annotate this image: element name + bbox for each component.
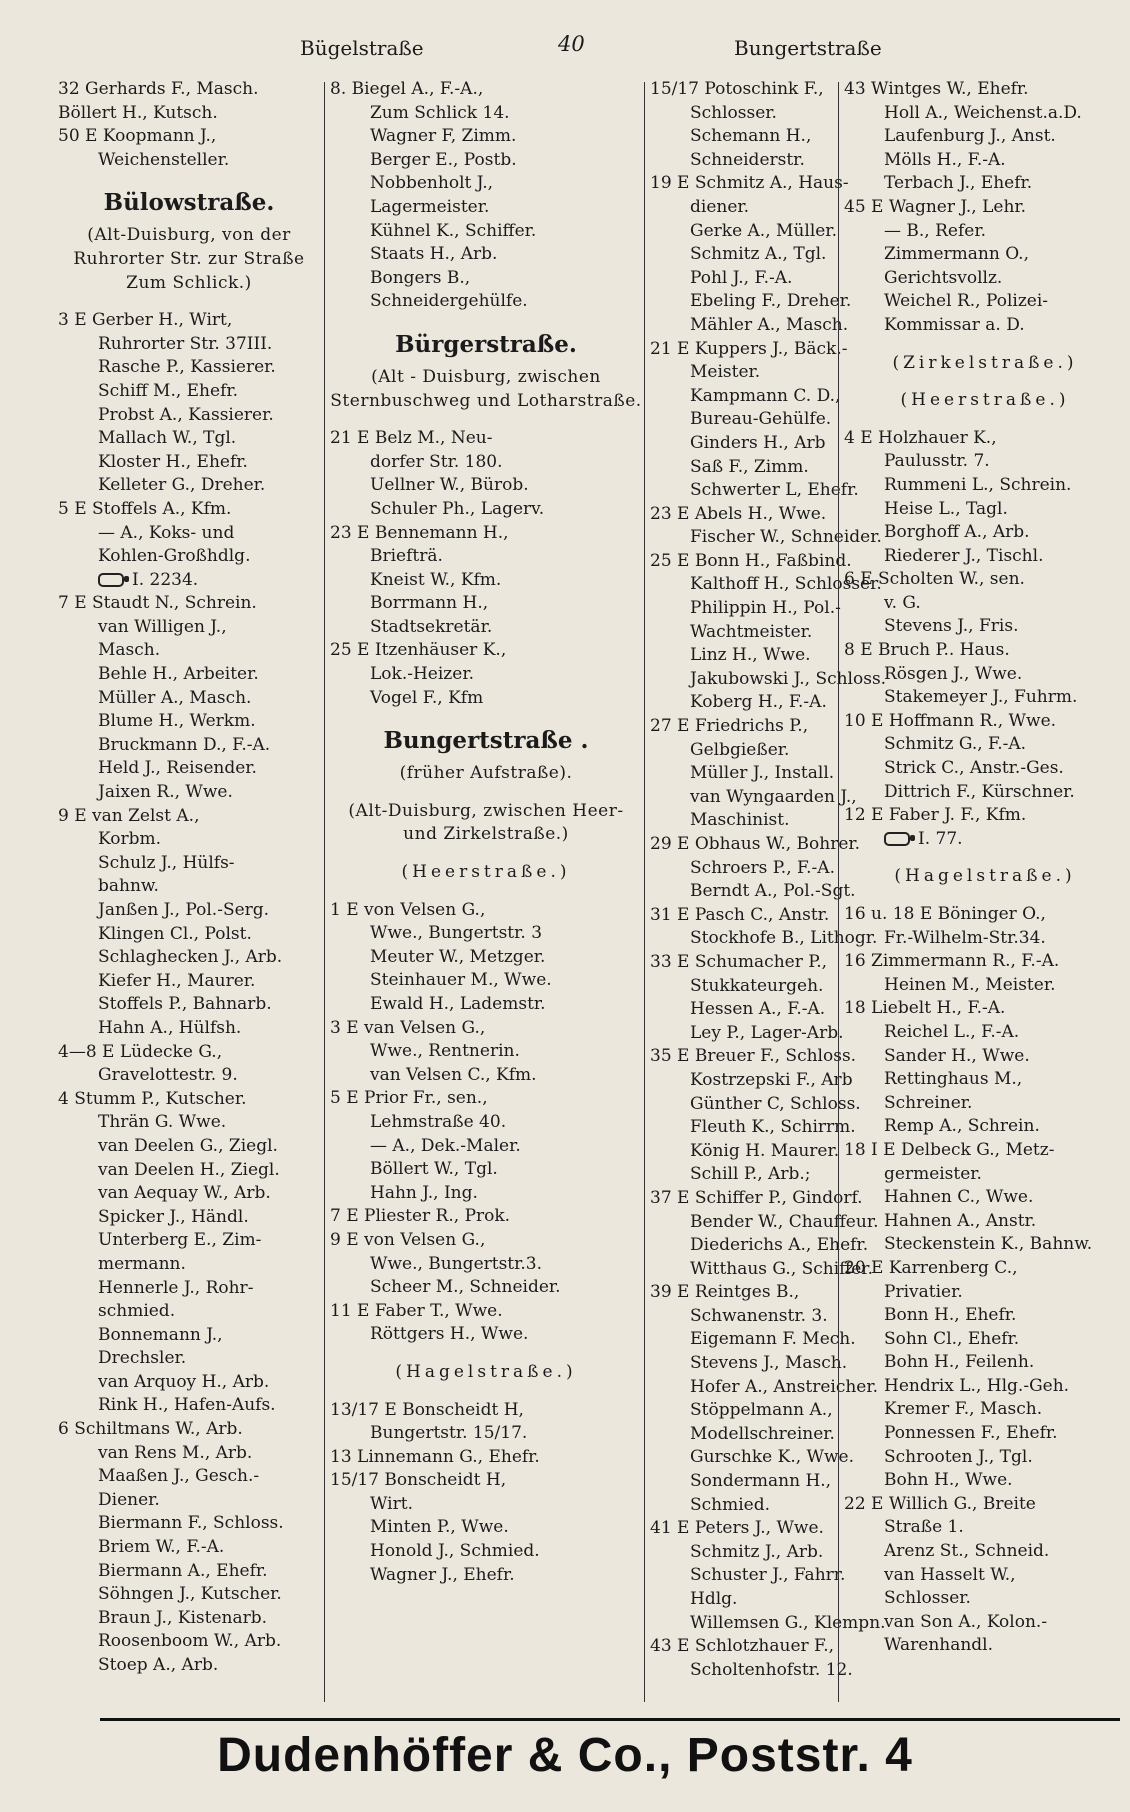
- directory-entry: 23 E Bennemann H.,: [330, 522, 509, 543]
- column-divider: [838, 82, 839, 1702]
- directory-entry: Hahn J., Ing.: [370, 1182, 478, 1203]
- directory-entry: Modellschreiner.: [690, 1423, 835, 1444]
- directory-entry: Kalthoff H., Schlosser.: [690, 574, 882, 595]
- spacer: [330, 413, 642, 427]
- directory-entry: Terbach J., Ehefr.: [884, 173, 1033, 194]
- directory-entry: Honold J., Schmied.: [370, 1541, 540, 1562]
- directory-entry: Hendrix L., Hlg.-Geh.: [884, 1375, 1070, 1396]
- directory-entry: 5 E Stoffels A., Kfm.: [58, 498, 232, 519]
- directory-entry: 50 E Koopmann J.,: [58, 126, 217, 147]
- directory-entry: Diederichs A., Ehefr.: [690, 1235, 869, 1256]
- spacer: [330, 1347, 642, 1361]
- directory-entry: Hahnen C., Wwe.: [884, 1187, 1034, 1208]
- directory-entry: König H. Maurer.: [690, 1140, 840, 1161]
- directory-entry: schmied.: [98, 1301, 176, 1322]
- directory-entry: Probst A., Kassierer.: [98, 404, 274, 425]
- directory-entry: Roosenboom W., Arb.: [98, 1631, 282, 1652]
- directory-entry: Bungertstr. 15/17.: [370, 1423, 528, 1444]
- directory-entry: 37 E Schiffer P., Gindorf.: [650, 1187, 863, 1208]
- header-left-street: Bügelstraße: [300, 36, 424, 60]
- directory-entry: Blume H., Werkm.: [98, 711, 256, 732]
- street-heading: Bülowstraße.: [103, 189, 275, 217]
- directory-entry: van Son A., Kolon.-: [884, 1611, 1048, 1632]
- directory-entry: Saß F., Zimm.: [690, 456, 809, 477]
- spacer: [844, 375, 1126, 389]
- directory-entry: Wwe., Bungertstr.3.: [370, 1253, 543, 1274]
- directory-entry: Meister.: [690, 362, 761, 383]
- directory-entry: Stakemeyer J., Fuhrm.: [884, 687, 1078, 708]
- directory-entry: Schmied.: [690, 1494, 771, 1515]
- directory-entry: van Hasselt W.,: [884, 1564, 1016, 1585]
- directory-entry: Jakubowski J., Schloss.: [690, 668, 887, 689]
- telephone-icon: [98, 573, 124, 587]
- directory-entry: Holl A., Weichenst.a.D.: [884, 102, 1082, 123]
- directory-entry: Koberg H., F.-A.: [690, 692, 827, 713]
- directory-entry: Schmitz J., Arb.: [690, 1541, 824, 1562]
- directory-entry: Drechsler.: [98, 1348, 187, 1369]
- directory-entry: Remp A., Schrein.: [884, 1116, 1040, 1137]
- directory-entry: 25 E Itzenhäuser K.,: [330, 640, 507, 661]
- directory-entry: Stoffels P., Bahnarb.: [98, 994, 272, 1015]
- directory-entry: 21 E Belz M., Neu-: [330, 428, 493, 449]
- directory-entry: Meuter W., Metzger.: [370, 946, 546, 967]
- directory-entry: Schneidergehülfe.: [370, 291, 528, 312]
- directory-entry: Rink H., Hafen-Aufs.: [98, 1395, 276, 1416]
- directory-entry: Wachtmeister.: [690, 621, 813, 642]
- directory-entry: 9 E von Velsen G.,: [330, 1229, 486, 1250]
- directory-entry: Schwanenstr. 3.: [690, 1305, 828, 1326]
- directory-entry: Riederer J., Tischl.: [884, 545, 1044, 566]
- directory-entry: Ponnessen F., Ehefr.: [884, 1423, 1058, 1444]
- cross-street-marker: (Zirkelstraße.): [892, 352, 1078, 373]
- directory-entry: Wirt.: [370, 1493, 413, 1514]
- spacer: [330, 786, 642, 800]
- directory-entry: mermann.: [98, 1253, 186, 1274]
- directory-entry: 32 Gerhards F., Masch.: [58, 79, 259, 99]
- directory-entry: Kneist W., Kfm.: [370, 569, 502, 590]
- directory-entry: Philippin H., Pol.-: [690, 598, 841, 619]
- directory-entry: Borrmann H.,: [370, 593, 489, 614]
- directory-entry: Kremer F., Masch.: [884, 1399, 1043, 1420]
- directory-entry: Staats H., Arb.: [370, 244, 498, 265]
- directory-entry: Fleuth K., Schirrm.: [690, 1117, 856, 1138]
- directory-entry: 6 E Scholten W., sen.: [844, 569, 1025, 590]
- directory-entry: 8 E Bruch P.. Haus.: [844, 640, 1010, 661]
- directory-entry: Schwerter L, Ehefr.: [690, 480, 859, 501]
- directory-entry: Briefträ.: [370, 546, 443, 567]
- spacer: [844, 889, 1126, 903]
- directory-entry: 16 u. 18 E Böninger O.,: [844, 904, 1046, 924]
- directory-entry: Wagner J., Ehefr.: [370, 1564, 515, 1585]
- directory-entry: Hahn A., Hülfsh.: [98, 1017, 242, 1038]
- directory-entry: Bonnemann J.,: [98, 1324, 223, 1345]
- directory-entry: 9 E van Zelst A.,: [58, 805, 200, 826]
- column-2: [330, 78, 642, 1716]
- directory-columns: [58, 78, 1126, 1716]
- directory-entry: van Deelen H., Ziegl.: [98, 1159, 280, 1180]
- directory-entry: Schuler Ph., Lagerv.: [370, 498, 545, 519]
- directory-entry: Eigemann F. Mech.: [690, 1329, 856, 1350]
- directory-entry: Lok.-Heizer.: [370, 664, 474, 685]
- directory-entry: Linz H., Wwe.: [690, 645, 811, 666]
- cross-street-marker: (Heerstraße.): [900, 390, 1070, 411]
- directory-entry: Minten P., Wwe.: [370, 1517, 509, 1538]
- directory-entry: Bohn H., Wwe.: [884, 1470, 1013, 1491]
- directory-entry: Warenhandl.: [884, 1635, 994, 1656]
- directory-entry: Hennerle J., Rohr-: [98, 1277, 254, 1298]
- directory-entry: 43 E Schlotzhauer F.,: [650, 1636, 835, 1657]
- page-header: [0, 26, 1130, 66]
- street-note: (Alt-Duisburg, von der Ruhrorter Str. zur Straße Zum Schlick.): [73, 225, 305, 293]
- directory-entry: Sohn Cl., Ehefr.: [884, 1328, 1020, 1349]
- directory-entry: 11 E Faber T., Wwe.: [330, 1300, 503, 1321]
- spacer: [844, 851, 1126, 865]
- directory-entry: 1 E von Velsen G.,: [330, 899, 486, 920]
- directory-entry: Rettinghaus M.,: [884, 1069, 1023, 1090]
- street-heading: Bürgerstraße.: [395, 330, 577, 358]
- directory-entry: Schuster J., Fahrr.: [690, 1565, 846, 1586]
- directory-entry: Müller J., Install.: [690, 763, 835, 784]
- spacer: [844, 413, 1126, 427]
- cross-street-marker: (Hagelstraße.): [894, 866, 1076, 887]
- directory-entry: Arenz St., Schneid.: [884, 1541, 1050, 1562]
- directory-entry: van Arquoy H., Arb.: [98, 1371, 270, 1392]
- directory-entry: Steinhauer M., Wwe.: [370, 970, 552, 991]
- directory-entry: Paulusstr. 7.: [884, 451, 990, 472]
- column-divider: [644, 82, 645, 1702]
- directory-entry: Mallach W., Tgl.: [98, 428, 237, 449]
- directory-entry: 27 E Friedrichs P.,: [650, 716, 809, 737]
- directory-entry: van Aequay W., Arb.: [98, 1183, 271, 1204]
- directory-entry: Behle H., Arbeiter.: [98, 664, 259, 685]
- directory-entry: Klingen Cl., Polst.: [98, 923, 252, 944]
- directory-entry: Gelbgießer.: [690, 739, 790, 760]
- telephone-icon: [884, 832, 910, 846]
- directory-entry: Mölls H., F.-A.: [884, 149, 1006, 170]
- directory-entry: 45 E Wagner J., Lehr.: [844, 196, 1027, 217]
- directory-entry: Günther C, Schloss.: [690, 1093, 861, 1114]
- spacer: [330, 885, 642, 899]
- directory-entry: Strick C., Anstr.-Ges.: [884, 758, 1064, 779]
- directory-entry: 13/17 E Bonscheidt H,: [330, 1399, 524, 1420]
- directory-entry: 29 E Obhaus W., Bohrer.: [650, 834, 861, 854]
- street-note: (früher Aufstraße).: [399, 763, 573, 784]
- directory-entry: Stoep A., Arb.: [98, 1655, 219, 1675]
- directory-entry: Rasche P., Kassierer.: [98, 357, 276, 378]
- street-heading: Bungertstraße .: [383, 727, 589, 755]
- directory-entry: Biermann A., Ehefr.: [98, 1560, 268, 1581]
- directory-entry: Kommissar a. D.: [884, 314, 1025, 335]
- directory-entry: Rummeni L., Schrein.: [884, 474, 1072, 495]
- directory-entry: Kiefer H., Maurer.: [98, 970, 256, 991]
- directory-entry: Stockhofe B., Lithogr.: [690, 928, 878, 949]
- footer-advertisement: Dudenhöffer & Co., Poststr. 4: [217, 1729, 913, 1782]
- directory-entry: Scheer M., Schneider.: [370, 1277, 561, 1298]
- directory-entry: bahnw.: [98, 876, 159, 897]
- directory-entry: Scholtenhofstr. 12.: [690, 1659, 853, 1680]
- footer-rule: [100, 1718, 1120, 1721]
- directory-entry: Schlaghecken J., Arb.: [98, 947, 283, 968]
- spacer: [58, 295, 320, 309]
- directory-entry: Schmitz A., Tgl.: [690, 244, 827, 265]
- directory-entry: Gurschke K., Wwe.: [690, 1447, 855, 1468]
- directory-entry: Janßen J., Pol.-Serg.: [98, 900, 270, 920]
- directory-entry: Sondermann H.,: [690, 1471, 832, 1492]
- directory-entry: Biermann F., Schloss.: [98, 1513, 284, 1534]
- directory-entry: Gerichtsvollz.: [884, 267, 1003, 288]
- directory-entry: germeister.: [884, 1163, 982, 1184]
- directory-entry: Diener.: [98, 1489, 160, 1510]
- directory-entry: Ruhrorter Str. 37III.: [98, 333, 273, 354]
- directory-entry: 4—8 E Lüdecke G.,: [58, 1041, 223, 1062]
- directory-entry: 39 E Reintges B.,: [650, 1282, 800, 1303]
- directory-entry: Lagermeister.: [370, 196, 490, 217]
- directory-entry: 5 E Prior Fr., sen.,: [330, 1088, 488, 1109]
- directory-entry: 18 Liebelt H., F.-A.: [844, 998, 1006, 1019]
- directory-entry: Briem W., F.-A.: [98, 1537, 225, 1558]
- directory-entry: Rösgen J., Wwe.: [884, 663, 1023, 684]
- directory-entry: Stöppelmann A.,: [690, 1400, 833, 1421]
- directory-entry: Braun J., Kistenarb.: [98, 1607, 268, 1628]
- directory-entry: Weichensteller.: [98, 149, 230, 170]
- column-divider: [324, 82, 325, 1702]
- directory-entry: 33 E Schumacher P.,: [650, 951, 828, 972]
- directory-entry: Pohl J., F.-A.: [690, 267, 793, 288]
- column-1: [58, 78, 320, 1716]
- directory-entry: 12 E Faber J. F., Kfm.: [844, 805, 1027, 826]
- directory-entry: — A., Koks- und: [98, 522, 235, 543]
- directory-entry: Schulz J., Hülfs-: [98, 852, 235, 873]
- directory-entry: 41 E Peters J., Wwe.: [650, 1518, 824, 1539]
- directory-entry: Thrän G. Wwe.: [98, 1112, 227, 1133]
- directory-entry: Steckenstein K., Bahnw.: [884, 1234, 1093, 1255]
- directory-entry: Fischer W., Schneider.: [690, 527, 882, 548]
- directory-entry: Spicker J., Händl.: [98, 1206, 249, 1227]
- directory-entry: Reichel L., F.-A.: [884, 1021, 1020, 1042]
- directory-entry: Stadtsekretär.: [370, 616, 493, 637]
- directory-entry: 4 E Holzhauer K.,: [844, 427, 997, 448]
- directory-entry: diener.: [690, 196, 750, 217]
- directory-entry: Hdlg.: [690, 1589, 738, 1609]
- directory-entry: Stukkateurgeh.: [690, 975, 824, 996]
- directory-entry: Mähler A., Masch.: [690, 314, 849, 335]
- directory-entry: Bohn H., Feilenh.: [884, 1352, 1035, 1373]
- directory-entry: 7 E Staudt N., Schrein.: [58, 593, 257, 614]
- directory-entry: van Deelen G., Ziegl.: [98, 1135, 278, 1156]
- directory-entry: Stevens J., Fris.: [884, 616, 1019, 637]
- directory-entry: 31 E Pasch C., Anstr.: [650, 904, 830, 925]
- directory-entry: Sander H., Wwe.: [884, 1045, 1030, 1066]
- directory-entry: Heise L., Tagl.: [884, 498, 1008, 519]
- directory-entry: Kelleter G., Dreher.: [98, 475, 266, 496]
- cross-street-marker: (Hagelstraße.): [395, 1361, 577, 1382]
- directory-entry: Korbm.: [98, 829, 162, 850]
- directory-entry: 35 E Breuer F., Schloss.: [650, 1046, 857, 1067]
- directory-entry: Privatier.: [884, 1281, 963, 1302]
- directory-entry: Zimmermann O.,: [884, 244, 1029, 265]
- directory-entry: 22 E Willich G., Breite: [844, 1493, 1036, 1514]
- directory-entry: Wagner F, Zimm.: [370, 126, 517, 147]
- directory-entry: Berndt A., Pol.-Sgt.: [690, 881, 856, 902]
- column-4: [844, 78, 1126, 1716]
- directory-entry: 8. Biegel A., F.-A.,: [330, 79, 484, 99]
- directory-entry: Heinen M., Meister.: [884, 974, 1056, 995]
- street-note: (Alt-Duisburg, zwischen Heer- und Zirkelstraße.): [348, 800, 624, 845]
- directory-entry: Lehmstraße 40.: [370, 1111, 507, 1132]
- directory-entry: Wwe., Rentnerin.: [370, 1041, 520, 1062]
- directory-entry: Böllert H., Kutsch.: [58, 102, 218, 123]
- page-number: 40: [558, 32, 585, 56]
- directory-entry: Kohlen-Großhdlg.: [98, 546, 251, 567]
- directory-entry: Wwe., Bungertstr. 3: [370, 923, 543, 944]
- directory-entry: Willemsen G., Klempn.: [690, 1612, 886, 1633]
- directory-entry: Stevens J., Masch.: [690, 1353, 848, 1374]
- directory-entry: Schiff M., Ehefr.: [98, 380, 239, 401]
- directory-entry: Schemann H.,: [690, 126, 812, 147]
- directory-entry: Bureau-Gehülfe.: [690, 409, 832, 430]
- directory-entry: Schlosser.: [884, 1588, 971, 1609]
- directory-entry: Ley P., Lager-Arb.: [690, 1022, 844, 1043]
- directory-entry: — A., Dek.-Maler.: [370, 1135, 521, 1156]
- directory-entry: Schneiderstr.: [690, 149, 805, 170]
- directory-entry: van Rens M., Arb.: [98, 1442, 253, 1463]
- directory-entry: Fr.-Wilhelm-Str.34.: [884, 927, 1046, 948]
- directory-entry: 10 E Hoffmann R., Wwe.: [844, 710, 1057, 731]
- directory-entry: Schill P., Arb.;: [690, 1164, 811, 1185]
- telephone-number: I. 77.: [918, 828, 963, 849]
- directory-entry: Weichel R., Polizei-: [884, 291, 1049, 312]
- directory-entry: 13 Linnemann G., Ehefr.: [330, 1446, 540, 1467]
- directory-entry: Straße 1.: [884, 1517, 964, 1538]
- directory-entry: 3 E Gerber H., Wirt,: [58, 310, 233, 331]
- directory-entry: Vogel F., Kfm: [370, 687, 484, 708]
- directory-entry: 4 Stumm P., Kutscher.: [58, 1088, 247, 1109]
- directory-entry: Unterberg E., Zim-: [98, 1230, 262, 1251]
- street-note: (Alt - Duisburg, zwischen Sternbuschweg und Lotharstraße.: [330, 366, 642, 411]
- directory-entry: Berger E., Postb.: [370, 149, 517, 170]
- directory-entry: Söhngen J., Kutscher.: [98, 1584, 282, 1605]
- directory-entry: 20 E Karrenberg C.,: [844, 1257, 1018, 1278]
- directory-entry: 3 E van Velsen G.,: [330, 1017, 486, 1038]
- directory-entry: van Wyngaarden J.,: [690, 786, 857, 807]
- telephone-entry: [58, 569, 320, 593]
- directory-entry: Maaßen J., Gesch.-: [98, 1466, 260, 1487]
- directory-entry: Jaixen R., Wwe.: [98, 782, 233, 803]
- directory-entry: Röttgers H., Wwe.: [370, 1324, 529, 1345]
- directory-entry: Schrooten J., Tgl.: [884, 1446, 1033, 1467]
- directory-entry: — B., Refer.: [884, 220, 986, 241]
- directory-entry: Müller A., Masch.: [98, 687, 252, 708]
- directory-entry: Nobbenholt J.,: [370, 173, 494, 194]
- directory-entry: Kloster H., Ehefr.: [98, 451, 248, 472]
- header-right-street: Bungertstraße: [734, 36, 882, 60]
- directory-entry: Hahnen A., Anstr.: [884, 1210, 1037, 1231]
- directory-entry: Gerke A., Müller.: [690, 220, 837, 241]
- directory-entry: Schreiner.: [884, 1092, 973, 1113]
- directory-entry: 43 Wintges W., Ehefr.: [844, 79, 1029, 99]
- directory-entry: Bongers B.,: [370, 267, 471, 288]
- directory-entry: Kampmann C. D.,: [690, 385, 841, 406]
- directory-entry: Bonn H., Ehefr.: [884, 1305, 1017, 1326]
- directory-entry: Kühnel K., Schiffer.: [370, 220, 537, 241]
- directory-entry: 25 E Bonn H., Faßbind.: [650, 550, 852, 571]
- directory-entry: Bruckmann D., F.-A.: [98, 734, 271, 755]
- directory-entry: Masch.: [98, 640, 161, 661]
- directory-entry: Gravelottestr. 9.: [98, 1065, 238, 1086]
- directory-entry: 7 E Pliester R., Prok.: [330, 1206, 511, 1227]
- telephone-entry: [844, 828, 1126, 852]
- spacer: [330, 847, 642, 861]
- cross-street-marker: (Heerstraße.): [401, 862, 571, 883]
- directory-entry: dorfer Str. 180.: [370, 451, 503, 472]
- directory-entry: 18 I E Delbeck G., Metz-: [844, 1139, 1055, 1160]
- directory-entry: 15/17 Potoschink F.,: [650, 79, 824, 99]
- directory-entry: Schlosser.: [690, 102, 777, 123]
- directory-entry: 16 Zimmermann R., F.-A.: [844, 951, 1060, 972]
- directory-entry: Hofer A., Anstreicher.: [690, 1376, 879, 1397]
- directory-entry: Zum Schlick 14.: [370, 102, 510, 123]
- directory-entry: Uellner W., Bürob.: [370, 475, 529, 496]
- directory-entry: 23 E Abels H., Wwe.: [650, 503, 827, 524]
- directory-entry: Ebeling F., Dreher.: [690, 291, 852, 312]
- directory-entry: 15/17 Bonscheidt H,: [330, 1470, 507, 1491]
- directory-entry: van Velsen C., Kfm.: [370, 1064, 537, 1085]
- directory-entry: Dittrich F., Kürschner.: [884, 781, 1075, 802]
- directory-entry: Borghoff A., Arb.: [884, 522, 1030, 543]
- directory-entry: van Willigen J.,: [98, 616, 227, 637]
- directory-entry: Bender W., Chauffeur.: [690, 1211, 879, 1232]
- directory-entry: 6 Schiltmans W., Arb.: [58, 1419, 243, 1440]
- spacer: [330, 1385, 642, 1399]
- directory-entry: Kostrzepski F., Arb: [690, 1069, 853, 1090]
- directory-entry: Hessen A., F.-A.: [690, 999, 826, 1020]
- telephone-number: I. 2234.: [132, 569, 199, 590]
- directory-entry: Maschinist.: [690, 810, 790, 831]
- directory-entry: Held J., Reisender.: [98, 758, 257, 779]
- spacer: [844, 338, 1126, 352]
- directory-entry: Witthaus G., Schiffer.: [690, 1258, 873, 1279]
- directory-entry: Schmitz G., F.-A.: [884, 734, 1027, 755]
- directory-entry: Böllert W., Tgl.: [370, 1159, 498, 1180]
- directory-entry: Schroers P., F.-A.: [690, 857, 835, 878]
- directory-entry: 21 E Kuppers J., Bäck.-: [650, 338, 848, 359]
- directory-entry: Ewald H., Lademstr.: [370, 994, 546, 1014]
- directory-entry: Ginders H., Arb: [690, 432, 826, 453]
- directory-entry: v. G.: [884, 592, 921, 613]
- directory-entry: Laufenburg J., Anst.: [884, 126, 1056, 147]
- directory-entry: 19 E Schmitz A., Haus-: [650, 173, 849, 194]
